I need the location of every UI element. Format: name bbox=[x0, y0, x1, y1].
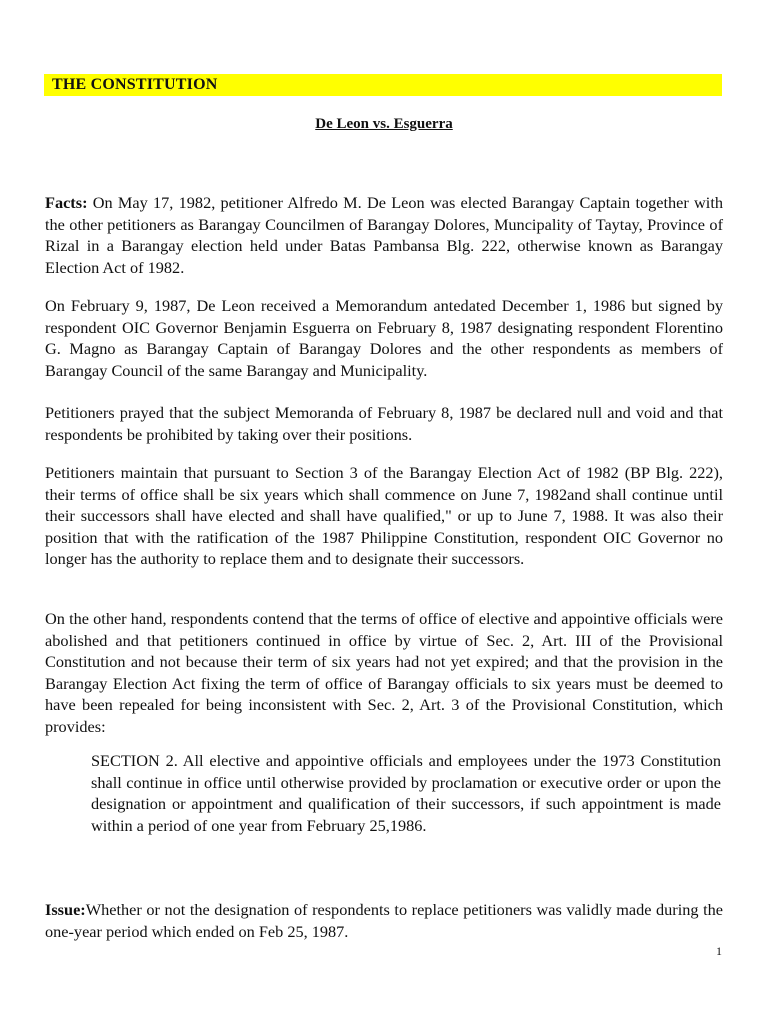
facts-text: On May 17, 1982, petitioner Alfredo M. De Leon was elected Barangay Captain together with the other petitioners as Barangay Councilmen of Barangay Dolores, Muncipality of Taytay, Province of Rizal in a Barangay election held under Batas Pambansa Blg. 222, otherwise known as Barangay Election Act of 1982. bbox=[45, 193, 723, 277]
page-number: 1 bbox=[716, 944, 722, 958]
facts-label: Facts: bbox=[45, 193, 88, 212]
facts-paragraph bbox=[45, 192, 723, 278]
paragraph-memorandum: On February 9, 1987, De Leon received a Memorandum antedated December 1, 1986 but signed by respondent OIC Governor Benjamin Esguerra on February 8, 1987 designating respondent Florentino G. Magno as Barangay Captain of Barangay Dolores and the other respondents as members of Barangay Council of the same Barangay and Municipality. bbox=[45, 296, 723, 380]
section-heading-banner bbox=[44, 74, 722, 96]
case-title: De Leon vs. Esguerra bbox=[315, 116, 453, 132]
issue-paragraph bbox=[45, 899, 723, 942]
section-heading: THE CONSTITUTION bbox=[52, 76, 218, 93]
paragraph-respondents-position: On the other hand, respondents contend that the terms of office of elective and appointive officials were abolished and that petitioners continued in office by virtue of Sec. 2, Art. III of the Provisional Constitution and not because their term of six years had not yet expired; and that the provision in the Barangay Election Act fixing the term of office of Barangay officials to six years must be deemed to have been repealed for being inconsistent with Sec. 2, Art. 3 of the Provisional Constitution, which provides: bbox=[45, 609, 723, 736]
paragraph-prayer: Petitioners prayed that the subject Memoranda of February 8, 1987 be declared null and void and that respondents be prohibited by taking over their positions. bbox=[45, 403, 723, 444]
issue-label: Issue: bbox=[45, 900, 86, 919]
paragraph-petitioners-position: Petitioners maintain that pursuant to Section 3 of the Barangay Election Act of 1982 (BP Blg. 222), their terms of office shall be six years which shall commence on June 7, 1982and shall continue until their successors shall have elected and shall have qualified," or up to June 7, 1988. It was also their position that with the ratification of the 1987 Philippine Constitution, respondent OIC Governor no longer has the authority to replace them and to designate their successors. bbox=[45, 463, 723, 568]
quoted-section: SECTION 2. All elective and appointive officials and employees under the 1973 Constitution shall continue in office until otherwise provided by proclamation or executive order or upon the designation or appointment and qualification of their successors, if such appointment is made within a period of one year from February 25,1986. bbox=[91, 751, 721, 835]
issue-text: Whether or not the designation of respondents to replace petitioners was validly made during the one-year period which ended on Feb 25, 1987. bbox=[45, 900, 723, 941]
